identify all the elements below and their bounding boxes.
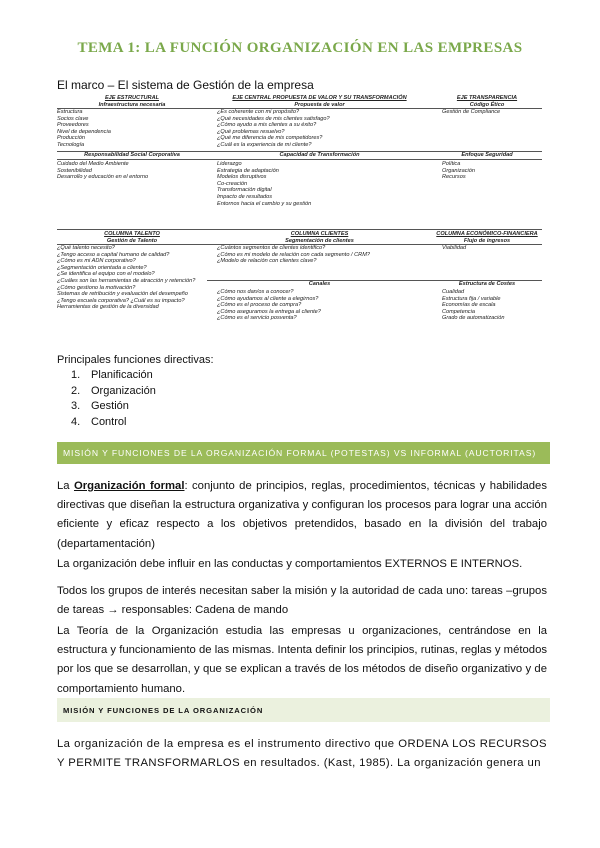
channels-block xyxy=(207,281,432,288)
section-banner: MISIÓN Y FUNCIONES DE LA ORGANIZACIÓN FORMAL (POTESTAS) VS INFORMAL (AUCTORITAS) xyxy=(57,442,550,464)
transformation-block xyxy=(207,152,432,159)
item-number: 4. xyxy=(71,415,81,428)
column-subheading: Gestión de Talento xyxy=(106,237,158,244)
security-block xyxy=(432,152,542,159)
axis-heading: EJE ESTRUCTURAL xyxy=(104,95,160,101)
list-item: Gestión de Compliance xyxy=(442,109,501,115)
column-heading: COLUMNA TALENTO xyxy=(104,231,160,237)
paragraph-organization-instrument: La organización de la empresa es el instrumento directivo que ORDENA LOS RECURSOS Y PERMITE TRANSFORMARLOS en resultados. (Kast, 1985). La organización genera un xyxy=(57,738,547,770)
list-item: Tecnología xyxy=(57,141,85,148)
lead-text: La xyxy=(57,480,74,492)
list-item: Grado de automatización xyxy=(442,315,505,322)
paragraph-organization-theory: La Teoría de la Organización estudia las empresas u organizaciones, centrándose en la estructura y funcionamiento de las mismas. Intenta definir los principios, rutinas, reglas y métodos por los que se desarrollan, y que se explican a través de los métodos de diseño organizativo y de comportamiento humano. xyxy=(57,625,547,695)
list-item: ¿Cómo es mi ADN corporativo? xyxy=(57,258,136,265)
paragraph-stakeholders: Todos los grupos de interés necesitan saber la misión y la autoridad de cada uno: tareas –grupos de tareas → responsables: Cadena de mando xyxy=(57,585,547,617)
block-heading: Responsabilidad Social Corporativa xyxy=(84,152,180,158)
list-item: Socios clave xyxy=(57,115,89,122)
axis-central-list xyxy=(217,109,330,149)
rsc-block xyxy=(57,152,207,159)
list-item: Transformación digital xyxy=(217,187,272,194)
list-item: ¿Qué necesidades de mis clientes satisfago? xyxy=(217,115,330,122)
axis-subheading: Infraestructura necesaria xyxy=(98,101,166,108)
column-finance xyxy=(432,231,542,244)
list-item: Entornos hacia el cambio y su gestión xyxy=(217,200,312,207)
list-item: Estructura xyxy=(57,109,83,115)
list-item: ¿Tengo escuela corporativa? ¿Cuál es su impacto? xyxy=(57,297,185,304)
column-subheading: Segmentación de clientes xyxy=(285,237,354,244)
list-item: ¿Tengo acceso a capital humano de calidad? xyxy=(57,251,170,258)
axis-structural xyxy=(57,95,207,108)
item-label: Planificación xyxy=(91,369,153,381)
item-number: 2. xyxy=(71,384,81,397)
item-label: Control xyxy=(91,415,127,428)
section-subtitle: El marco – El sistema de Gestión de la empresa xyxy=(57,78,314,92)
item-number: 3. xyxy=(71,400,81,412)
list-item: ¿Cuál es la experiencia de mi cliente? xyxy=(217,141,312,148)
body-text: : conjunto de principios, reglas, procedimientos, técnicas y habilidades directivas que diseñan la estructura organizativa y configuran los procesos para lograr una acción eficiente y eficaz respecto a los objetivos pretendidos, basado en la división del trabajo (departamentación) xyxy=(57,480,547,550)
list-item: ¿Es coherente con mi propósito? xyxy=(217,109,300,115)
list-item xyxy=(67,416,214,430)
list-item: Viabilidad xyxy=(442,245,467,251)
list-item: ¿Cuántos segmentos de clientes identifico? xyxy=(217,245,326,251)
list-item: Estrategia de adaptación xyxy=(217,167,279,174)
list-item: Sostenibilidad xyxy=(57,167,92,174)
list-item: ¿Cómo es mi modelo de relación con cada segmento / CRM? xyxy=(217,251,370,258)
rsc-list xyxy=(57,161,148,181)
block-heading: Enfoque Seguridad xyxy=(461,152,513,158)
list-item: Producción xyxy=(57,135,85,142)
list-item: Liderazgo xyxy=(217,161,242,167)
paragraph-formal-organization xyxy=(57,477,547,554)
axis-structural-list xyxy=(57,109,111,149)
axis-subheading: Propuesta de valor xyxy=(294,101,345,108)
talent-list xyxy=(57,245,195,311)
list-item: Cualidad xyxy=(442,289,465,295)
list-item xyxy=(67,385,214,399)
column-subheading: Flujo de ingresos xyxy=(463,237,511,244)
axis-subheading: Código Ético xyxy=(469,101,505,108)
list-item: ¿Cómo es el servicio posventa? xyxy=(217,315,297,322)
costs-list xyxy=(442,289,505,322)
list-item: Sistemas de retribución y evaluación del desempeño xyxy=(57,291,188,298)
term-text: Organización formal xyxy=(73,480,185,492)
column-heading: COLUMNA ECONÓMICO-FINANCIERA xyxy=(436,231,538,237)
channels-list xyxy=(217,289,321,322)
list-item: ¿Se identifica el equipo con el modelo? xyxy=(57,271,155,278)
list-item: ¿Qué problemas resuelvo? xyxy=(217,128,285,135)
list-item: ¿Segmentación orientada a cliente? xyxy=(57,264,147,271)
list-item: ¿Qué talento necesito? xyxy=(57,245,115,251)
list-item: ¿Qué me diferencia de mis competidores? xyxy=(217,135,323,142)
column-talent xyxy=(57,231,207,244)
list-item: Impacto de resultados xyxy=(217,193,273,200)
list-item: ¿Cuáles son las herramientas de atracción y retención? xyxy=(57,277,196,284)
axis-heading: EJE TRANSPARENCIA xyxy=(456,95,518,101)
block-heading: Estructura de Costes xyxy=(458,281,516,287)
list-item: Proveedores xyxy=(57,122,89,129)
subsection-banner: MISIÓN Y FUNCIONES DE LA ORGANIZACIÓN xyxy=(57,698,550,722)
block-heading: Capacidad de Transformación xyxy=(279,152,360,158)
item-label: Gestión xyxy=(91,400,129,412)
list-item: ¿Cómo es el proceso de compra? xyxy=(217,302,302,309)
column-heading: COLUMNA CLIENTES xyxy=(290,231,349,237)
list-item: Economías de escala xyxy=(442,302,496,309)
list-item: ¿Cómo ayudo a mis clientes a su éxito? xyxy=(217,122,317,129)
list-item: ¿Modelo de relación con clientes clave? xyxy=(217,258,317,265)
security-list xyxy=(442,161,475,181)
list-item: ¿Cómo aseguramos la entrega al cliente? xyxy=(217,308,321,315)
list-item xyxy=(67,369,214,383)
functions-heading: Principales funciones directivas: xyxy=(57,354,214,366)
list-item: ¿Cómo gestiono la motivación? xyxy=(57,284,136,291)
management-functions xyxy=(57,354,214,431)
list-item: Organización xyxy=(442,167,475,174)
axis-central xyxy=(207,95,432,108)
list-item: Competencia xyxy=(442,308,475,315)
list-item: Recursos xyxy=(442,174,466,181)
page-title: TEMA 1: LA FUNCIÓN ORGANIZACIÓN EN LAS EMPRESAS xyxy=(77,40,523,56)
item-label: Organización xyxy=(91,384,156,397)
block-heading: Canales xyxy=(308,281,331,287)
transformation-list xyxy=(217,161,311,207)
costs-block xyxy=(432,281,542,288)
list-item: Estructura fija / variable xyxy=(442,295,501,302)
axis-transparency xyxy=(432,95,542,108)
paragraph-influence: La organización debe influir en las conductas y comportamientos EXTERNOS E INTERNOS. xyxy=(57,558,523,570)
clients-segment-list xyxy=(217,245,370,265)
list-item: Co-creación xyxy=(217,180,248,187)
list-item: Herramientas de gestión de la diversidad xyxy=(57,304,159,311)
list-item: Desarrollo y educación en el entorno xyxy=(57,174,149,181)
list-item xyxy=(67,400,214,414)
management-system-figure xyxy=(57,95,542,327)
list-item: ¿Cómo nos dan/os a conocer? xyxy=(217,289,294,295)
axis-transparency-list xyxy=(442,109,500,116)
list-item: Cuidado del Medio Ambiente xyxy=(57,161,129,167)
list-item: ¿Cómo ayudamos al cliente a elegirnos? xyxy=(217,295,319,302)
list-item: Nivel de dependencia xyxy=(57,128,111,135)
list-item: Política xyxy=(442,161,461,167)
list-item: Modelos disruptivos xyxy=(217,174,267,181)
column-clients xyxy=(207,231,432,244)
finance-income-list xyxy=(442,245,466,252)
axis-heading: EJE CENTRAL PROPUESTA DE VALOR Y SU TRANSFORMACIÓN xyxy=(232,95,407,101)
item-number: 1. xyxy=(71,369,81,381)
